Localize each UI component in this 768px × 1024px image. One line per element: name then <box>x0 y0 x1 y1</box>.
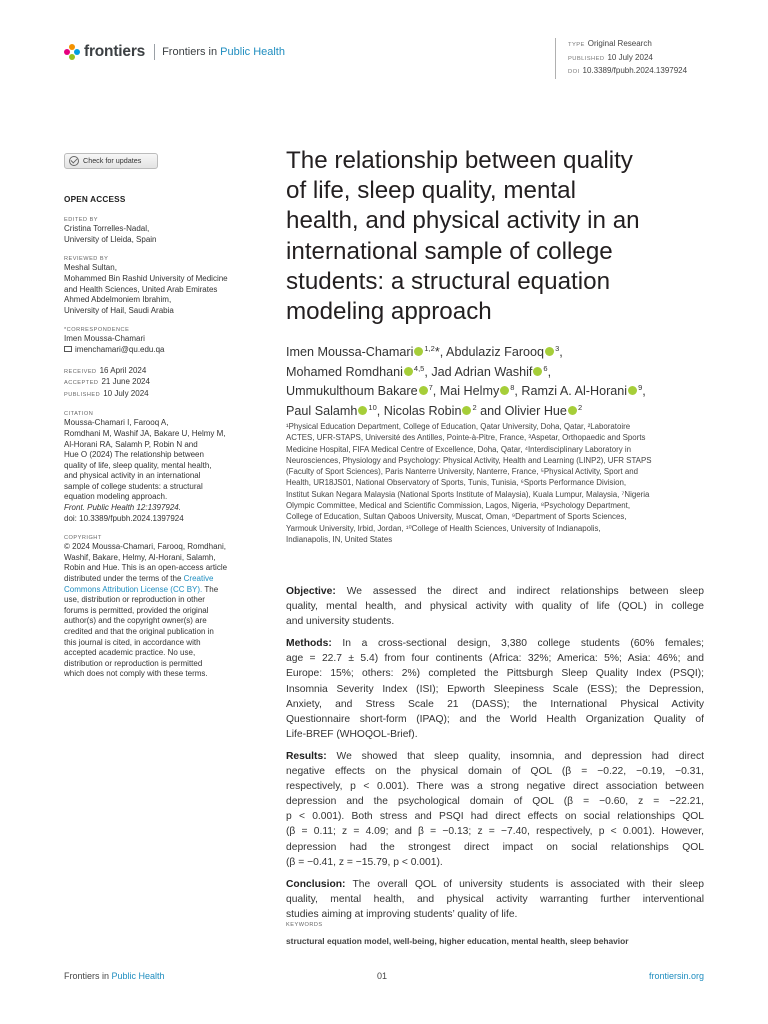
orcid-icon[interactable] <box>628 386 637 395</box>
orcid-icon[interactable] <box>414 347 423 356</box>
edited-by-label: EDITED BY <box>64 217 99 224</box>
keywords-label: KEYWORDS <box>286 922 323 928</box>
meta-published: PUBLISHED 10 July 2024 <box>568 52 653 62</box>
abstract <box>286 584 704 929</box>
author-name[interactable]: Imen Moussa-Chamari <box>286 345 414 359</box>
author-name[interactable]: Ummukulthoum Bakare <box>286 384 418 398</box>
author-name[interactable]: Abdulaziz Farooq <box>446 345 545 359</box>
author-name[interactable]: Jad Adrian Washif <box>431 364 533 379</box>
citation-doi[interactable]: doi: 10.3389/fpubh.2024.1397924 <box>64 513 184 523</box>
journal-prefix: Frontiers in <box>162 46 218 58</box>
author-name[interactable]: Paul Salamh <box>286 403 358 418</box>
meta-doi[interactable]: DOI 10.3389/fpubh.2024.1397924 <box>568 66 688 75</box>
orcid-icon[interactable] <box>358 406 367 415</box>
orcid-icon[interactable] <box>568 406 577 415</box>
article-title: The relationship between quality of life, sleep quality, mental health, and physical activity in an international sample of college students: a structural equation modeling approach <box>286 147 640 326</box>
sidebar <box>64 153 264 680</box>
dates: RECEIVED 16 April 2024 ACCEPTED 21 June 2024 PUBLISHED 10 July 2024 <box>64 365 150 398</box>
affiliations: ¹Physical Education Department, College of Education, Qatar University, Doha, Qatar, ²Laboratoire ACTES, UFR-STAPS, Université des Antilles, Pointe-à-Pitre, France, ³Aspetar, Orthopaedic and Sports Medicine Hospital, FIFA Medical Centre of Excellence, Doha, Qatar, ⁴Interdisciplinary Laboratory in Neurosciences, Physiology and Psychology: Physical Activity, Health and Learning (LINP2), UFR STAPS (Faculty of Sport Sciences), Paris Nanterre University, Nanterre, France, ⁵Physical Activity, Sport and Health, UR18JS01, National Observatory of Sports, Tunis, Tunisia, ⁶Sports Performance Division, Institut Sukan Negara Malaysia (National Sports Institute of Malaysia), Kuala Lumpur, Malaysia, ⁷Nigeria Olympic Committee, Medical and Scientific Commission, Lagos, Nigeria, ⁸Psychology Department, College of Education, Sultan Qaboos University, Muscat, Oman, ⁹Department of Sports Sciences, Yarmouk University, Irbid, Jordan, ¹⁰College of Health Sciences, University of Indianapolis, Indianapolis, IN, United States <box>286 422 652 544</box>
orcid-icon[interactable] <box>462 406 471 415</box>
correspondence-info: Imen Moussa-Chamari imenchamari@qu.edu.qa <box>64 334 264 355</box>
license-link[interactable]: Creative <box>183 574 214 584</box>
keywords: structural equation model, well-being, higher education, mental health, sleep behavior <box>286 936 629 946</box>
email-icon <box>64 346 72 352</box>
editor-info: Cristina Torrelles-Nadal, University of Lleida, Spain <box>64 224 157 244</box>
author-name[interactable]: Nicolas Robin <box>383 403 462 418</box>
page-number: 01 <box>377 971 388 981</box>
abstract-objective: Objective: We assessed the direct and indirect relationships between sleep quality, mental health, and physical activity with quality of life (QOL) in college and university students. <box>286 586 704 628</box>
reviewed-by-label: REVIEWED BY <box>64 256 109 263</box>
divider <box>154 44 155 60</box>
correspondence-label: *CORRESPONDENCE <box>64 327 130 334</box>
copyright-text: © 2024 Moussa-Chamari, Farooq, Romdhani, Washif, Bakare, Helmy, Al-Horani, Salamh, Robin and Hue. This is an open-access article distributed under the terms of the Creative Commons Attribution License (CC BY). The use, distribution or reproduction in other forums is permitted, provided the original author(s) and the copyright owner(s) are credited and that the original publication in this journal is cited, in accordance with accepted academic practice. No use, distribution or reproduction is permitted which does not comply with these terms. <box>64 542 228 679</box>
correspondence-email-link[interactable]: imenchamari@qu.edu.qa <box>64 345 264 356</box>
meta-type: TYPE Original Research <box>568 39 652 48</box>
reviewer-info: Meshal Sultan, Mohammed Bin Rashid University of Medicine and Health Sciences, United Arab Emirates Ahmed Abdelmoniem Ibrahim, University of Hail, Saudi Arabia <box>64 263 228 315</box>
article-meta <box>555 38 687 79</box>
abstract-methods: Methods: In a cross-sectional design, 3,380 college students (60% females; age = 22.7 ± 5.4) from four continents (Africa: 32%; America: 5%; Asia: 46%; and Europe: 15%; others: 2%) completed the Pittsburgh Sleep Quality Index (PSQI); Insomnia Severity Index (ISI); Epworth Sleepiness Scale (ESS); the Depression, Anxiety, and Stress Scale 21 (DASS); the International Physical Activity Questionnaire short-form (IPAQ); and the World Health Organization Quality of Life-BREF (WHOQOL-Brief). <box>286 638 704 740</box>
journal-name[interactable] <box>162 46 285 58</box>
frontiers-logo-icon <box>64 44 80 60</box>
copyright-label: COPYRIGHT <box>64 535 102 542</box>
author-name[interactable]: Ramzi A. Al-Horani <box>521 384 628 398</box>
check-for-updates-button[interactable] <box>64 153 158 169</box>
check-icon <box>69 156 79 166</box>
citation-label: CITATION <box>64 411 94 418</box>
orcid-icon[interactable] <box>500 386 509 395</box>
orcid-icon[interactable] <box>419 386 428 395</box>
orcid-icon[interactable] <box>404 367 413 376</box>
author-name[interactable]: Olivier Hue <box>504 403 567 418</box>
footer-site-link[interactable]: frontiersin.org <box>648 971 704 981</box>
orcid-icon[interactable] <box>545 347 554 356</box>
citation-text: Moussa-Chamari I, Farooq A, Romdhani M, Washif JA, Bakare U, Helmy M, Al-Horani RA, Salamh P, Robin N and Hue O (2024) The relationship between quality of life, sleep quality, mental health, and physical activity in an international sample of college students: a structural equation modeling approach. Front. Public Health 12:1397924. doi: 10.3389/fpubh.2024.1397924 <box>64 418 264 524</box>
frontiers-logo[interactable] <box>64 42 285 62</box>
check-updates-label: Check for updates <box>83 155 142 165</box>
license-link-cont[interactable]: Commons Attribution License (CC BY). <box>64 584 203 594</box>
abstract-conclusion: Conclusion: The overall QOL of university students is associated with their sleep quality, mental health, and physical activity warranting further interventional studies aiming at improving students’ quality of life. <box>286 878 704 920</box>
orcid-icon[interactable] <box>533 367 542 376</box>
author-list: Imen Moussa-Chamari $^{1,2}$*, Abdulaziz Farooq $^3$, Mohamed Romdhani $^{4,5}$, Jad Adrian Washif $^6$, Ummukulthoum Bakare $^7$, Mai Helmy $^8$, Ramzi A. Al-Horani $^9$, Paul Salamh $^{10}$, Nicolas Robin $^2$ and Olivier Hue $^2$ <box>286 343 646 418</box>
author-name[interactable]: Mohamed Romdhani <box>286 364 403 379</box>
journal-title: Public Health <box>220 46 285 58</box>
footer-journal[interactable]: Frontiers in Public Health <box>64 971 165 981</box>
open-access-label: OPEN ACCESS <box>64 194 126 204</box>
brand-name: frontiers <box>84 43 146 60</box>
abstract-results: Results: We showed that sleep quality, insomnia, and depression had direct negative effects on the physical domain of QOL (β = −0.22, −0.19, −0.31, respectively, p < 0.001). There was a strong negative direct association between depression and the psychological domain of QOL (β = −0.60, z = −22.21, p < 0.001). Both stress and PSQI had direct effects on social relationships QOL (β = 0.11; z = 4.09; and β = −0.13; z = −7.40, respectively, p < 0.001). However, depression had the strongest direct impact on social relationships QOL (β = −0.41, z = −15.79, p < 0.001). <box>286 750 704 868</box>
author-name[interactable]: Mai Helmy <box>439 384 500 398</box>
